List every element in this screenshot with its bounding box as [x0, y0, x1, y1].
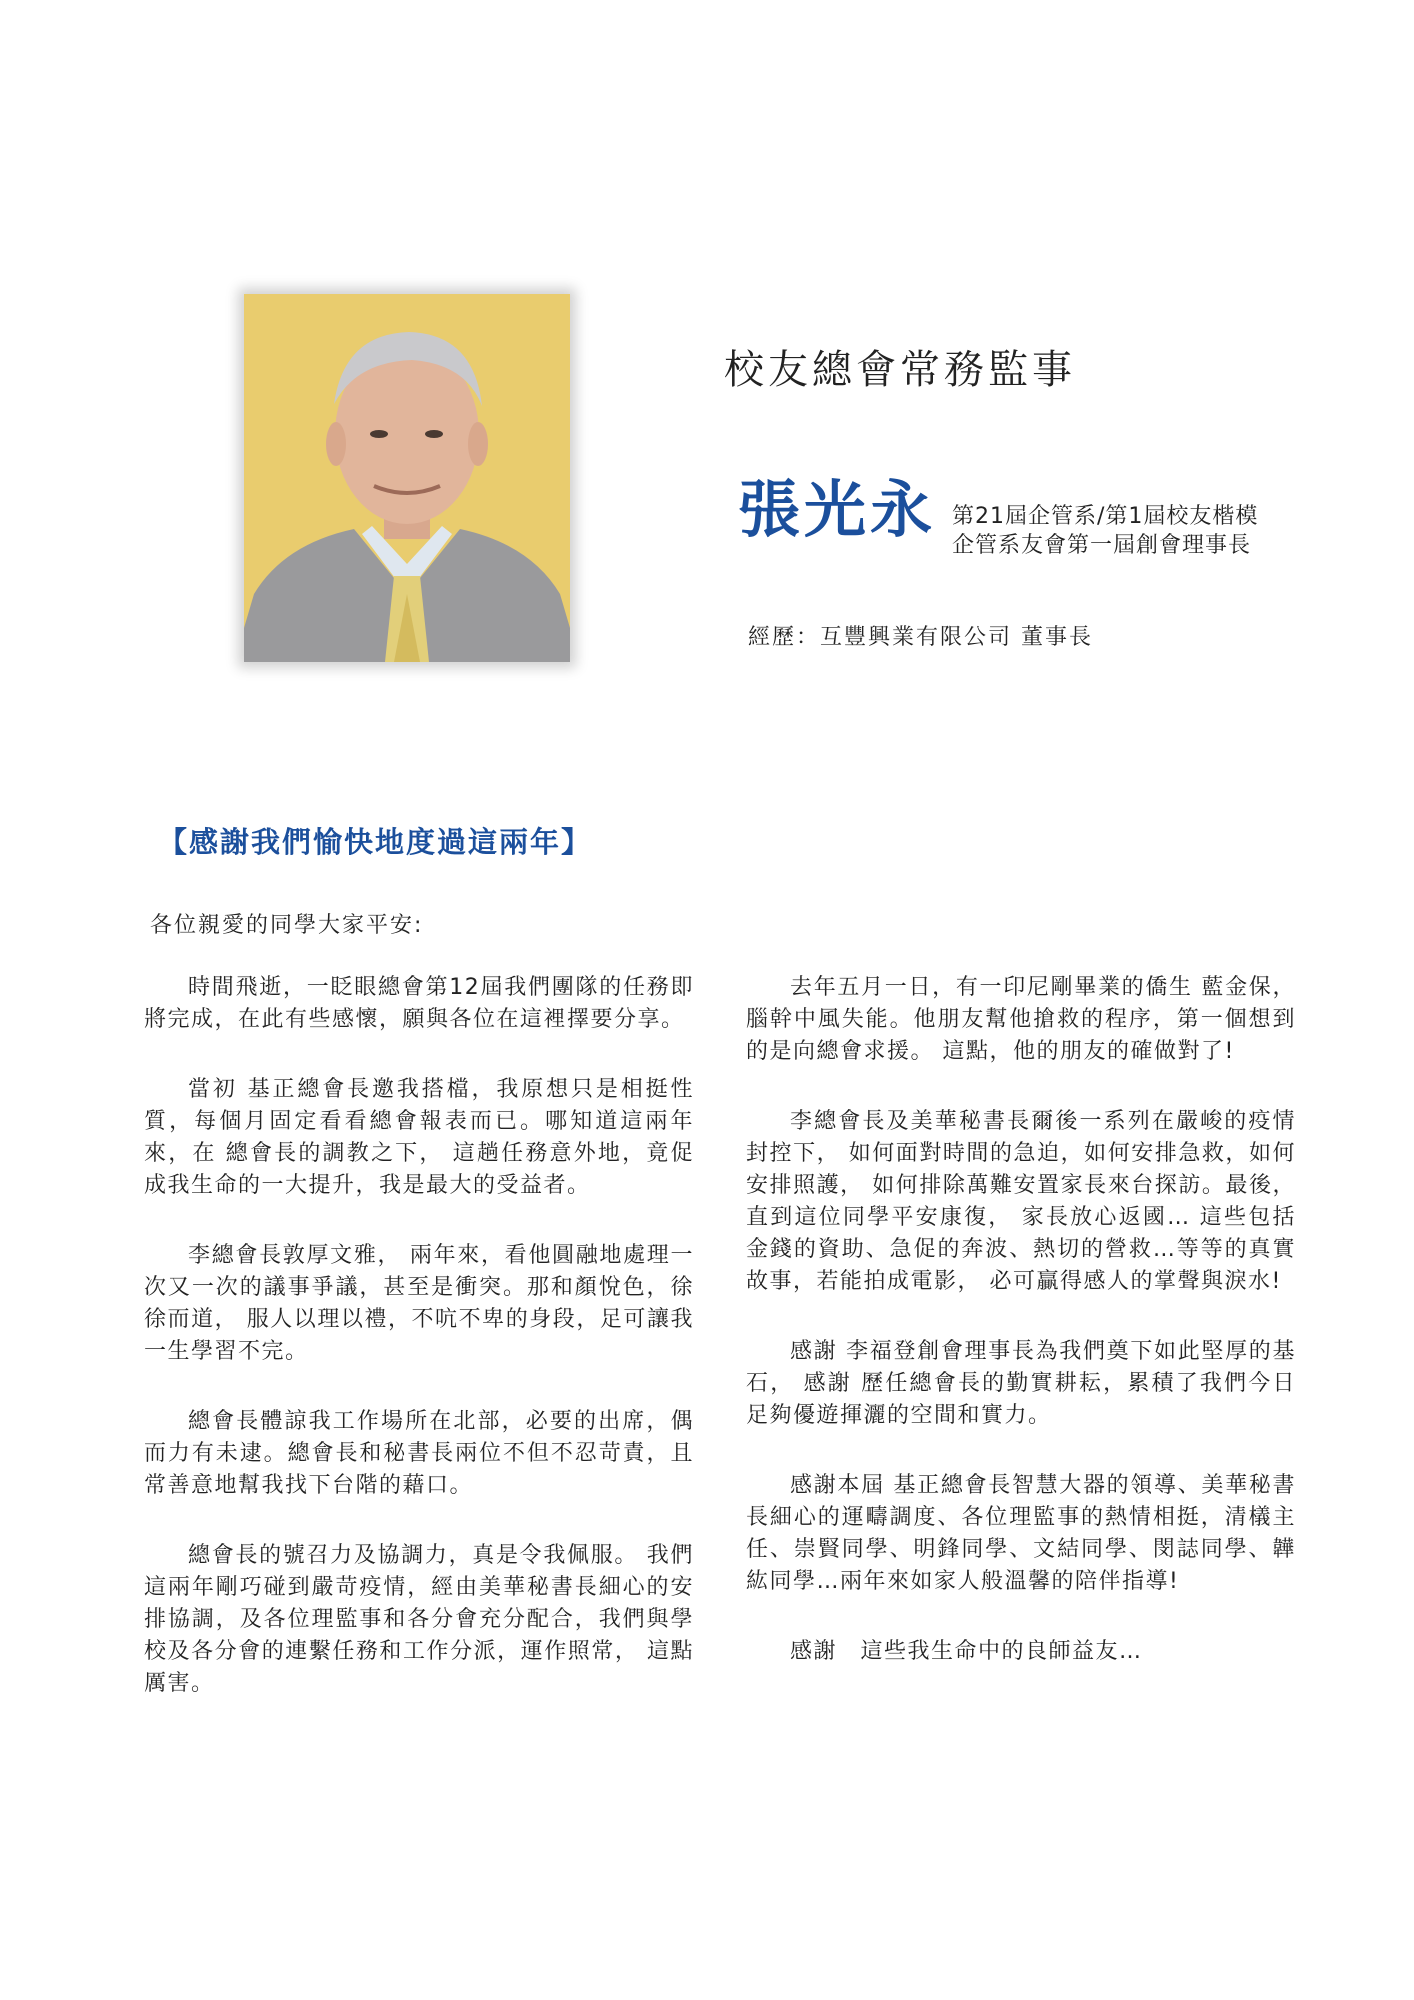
paragraph: 當初 基正總會長邀我搭檔，我原想只是相挺性質，每個月固定看看總會報表而已。哪知道這兩年來，在 總會長的調教之下， 這趟任務意外地，竟促成我生命的一大提升，我是最大的受益者。 — [144, 1077, 694, 1198]
person-subtitles — [952, 502, 1258, 560]
paragraph: 感謝本屆 基正總會長智慧大器的領導、美華秘書長細心的運疇調度、各位理監事的熱情相挺，清檥主任、崇賢同學、明鋒同學、文結同學、閔誌同學、韡紘同學…兩年來如家人般溫馨的陪伴指導! — [746, 1473, 1296, 1594]
paragraph: 感謝 李福登創會理事長為我們奠下如此堅厚的基石， 感謝 歷任總會長的勤實耕耘，累積了我們今日足夠優遊揮灑的空間和實力。 — [746, 1339, 1296, 1428]
career-text: 經歷：互豐興業有限公司 董事長 — [748, 625, 1093, 650]
paragraph: 李總會長敦厚文雅， 兩年來，看他圓融地處理一次又一次的議事爭議，甚至是衝突。那和顏悅色，徐徐而道， 服人以理以禮，不吭不卑的身段，足可讓我一生學習不完。 — [144, 1243, 694, 1364]
paragraph: 總會長的號召力及協調力，真是令我佩服。 我們這兩年剛巧碰到嚴苛疫情，經由美華秘書長細心的安排協調，及各位理監事和各分會充分配合，我們與學校及各分會的連繫任務和工作分派，運作照常， 這點厲害。 — [144, 1543, 694, 1696]
paragraph: 李總會長及美華秘書長爾後一系列在嚴峻的疫情封控下， 如何面對時間的急迫，如何安排急救，如何安排照護， 如何排除萬難安置家長來台探訪。最後， 直到這位同學平安康復， 家長放心返國… 這些包括金錢的資助、急促的奔波、熱切的營救…等等的真實故事，若能拍成電影， 必可贏得感人的掌聲與淚水! — [746, 1109, 1296, 1294]
paragraph: 感謝 這些我生命中的良師益友… — [790, 1639, 1143, 1664]
greeting: 各位親愛的同學大家平安: — [150, 913, 424, 938]
paragraph: 總會長體諒我工作場所在北部，必要的出席，偶而力有未逮。總會長和秘書長兩位不但不忍苛責，且常善意地幫我找下台階的藉口。 — [144, 1409, 694, 1498]
article-left-column — [144, 972, 694, 1738]
portrait-illustration — [244, 294, 570, 662]
person-name: 張光永 — [738, 473, 937, 546]
subtitle-line: 第21屆企管系/第1屆校友楷模 — [952, 504, 1259, 529]
paragraph: 時間飛逝，一眨眼總會第12屆我們團隊的任務即將完成，在此有些感懷，願與各位在這裡擇要分享。 — [144, 975, 694, 1032]
page-title: 校友總會常務監事 — [724, 347, 1076, 393]
article-right-column — [746, 972, 1296, 1706]
section-title: 【感謝我們愉快地度過這兩年】 — [158, 825, 593, 859]
subtitle-line: 企管系友會第一屆創會理事長 — [952, 533, 1252, 558]
portrait-photo — [244, 294, 570, 662]
paragraph: 去年五月一日，有一印尼剛畢業的僑生 藍金保，腦幹中風失能。他朋友幫他搶救的程序，第一個想到的是向總會求援。 這點，他的朋友的確做對了! — [746, 975, 1296, 1064]
